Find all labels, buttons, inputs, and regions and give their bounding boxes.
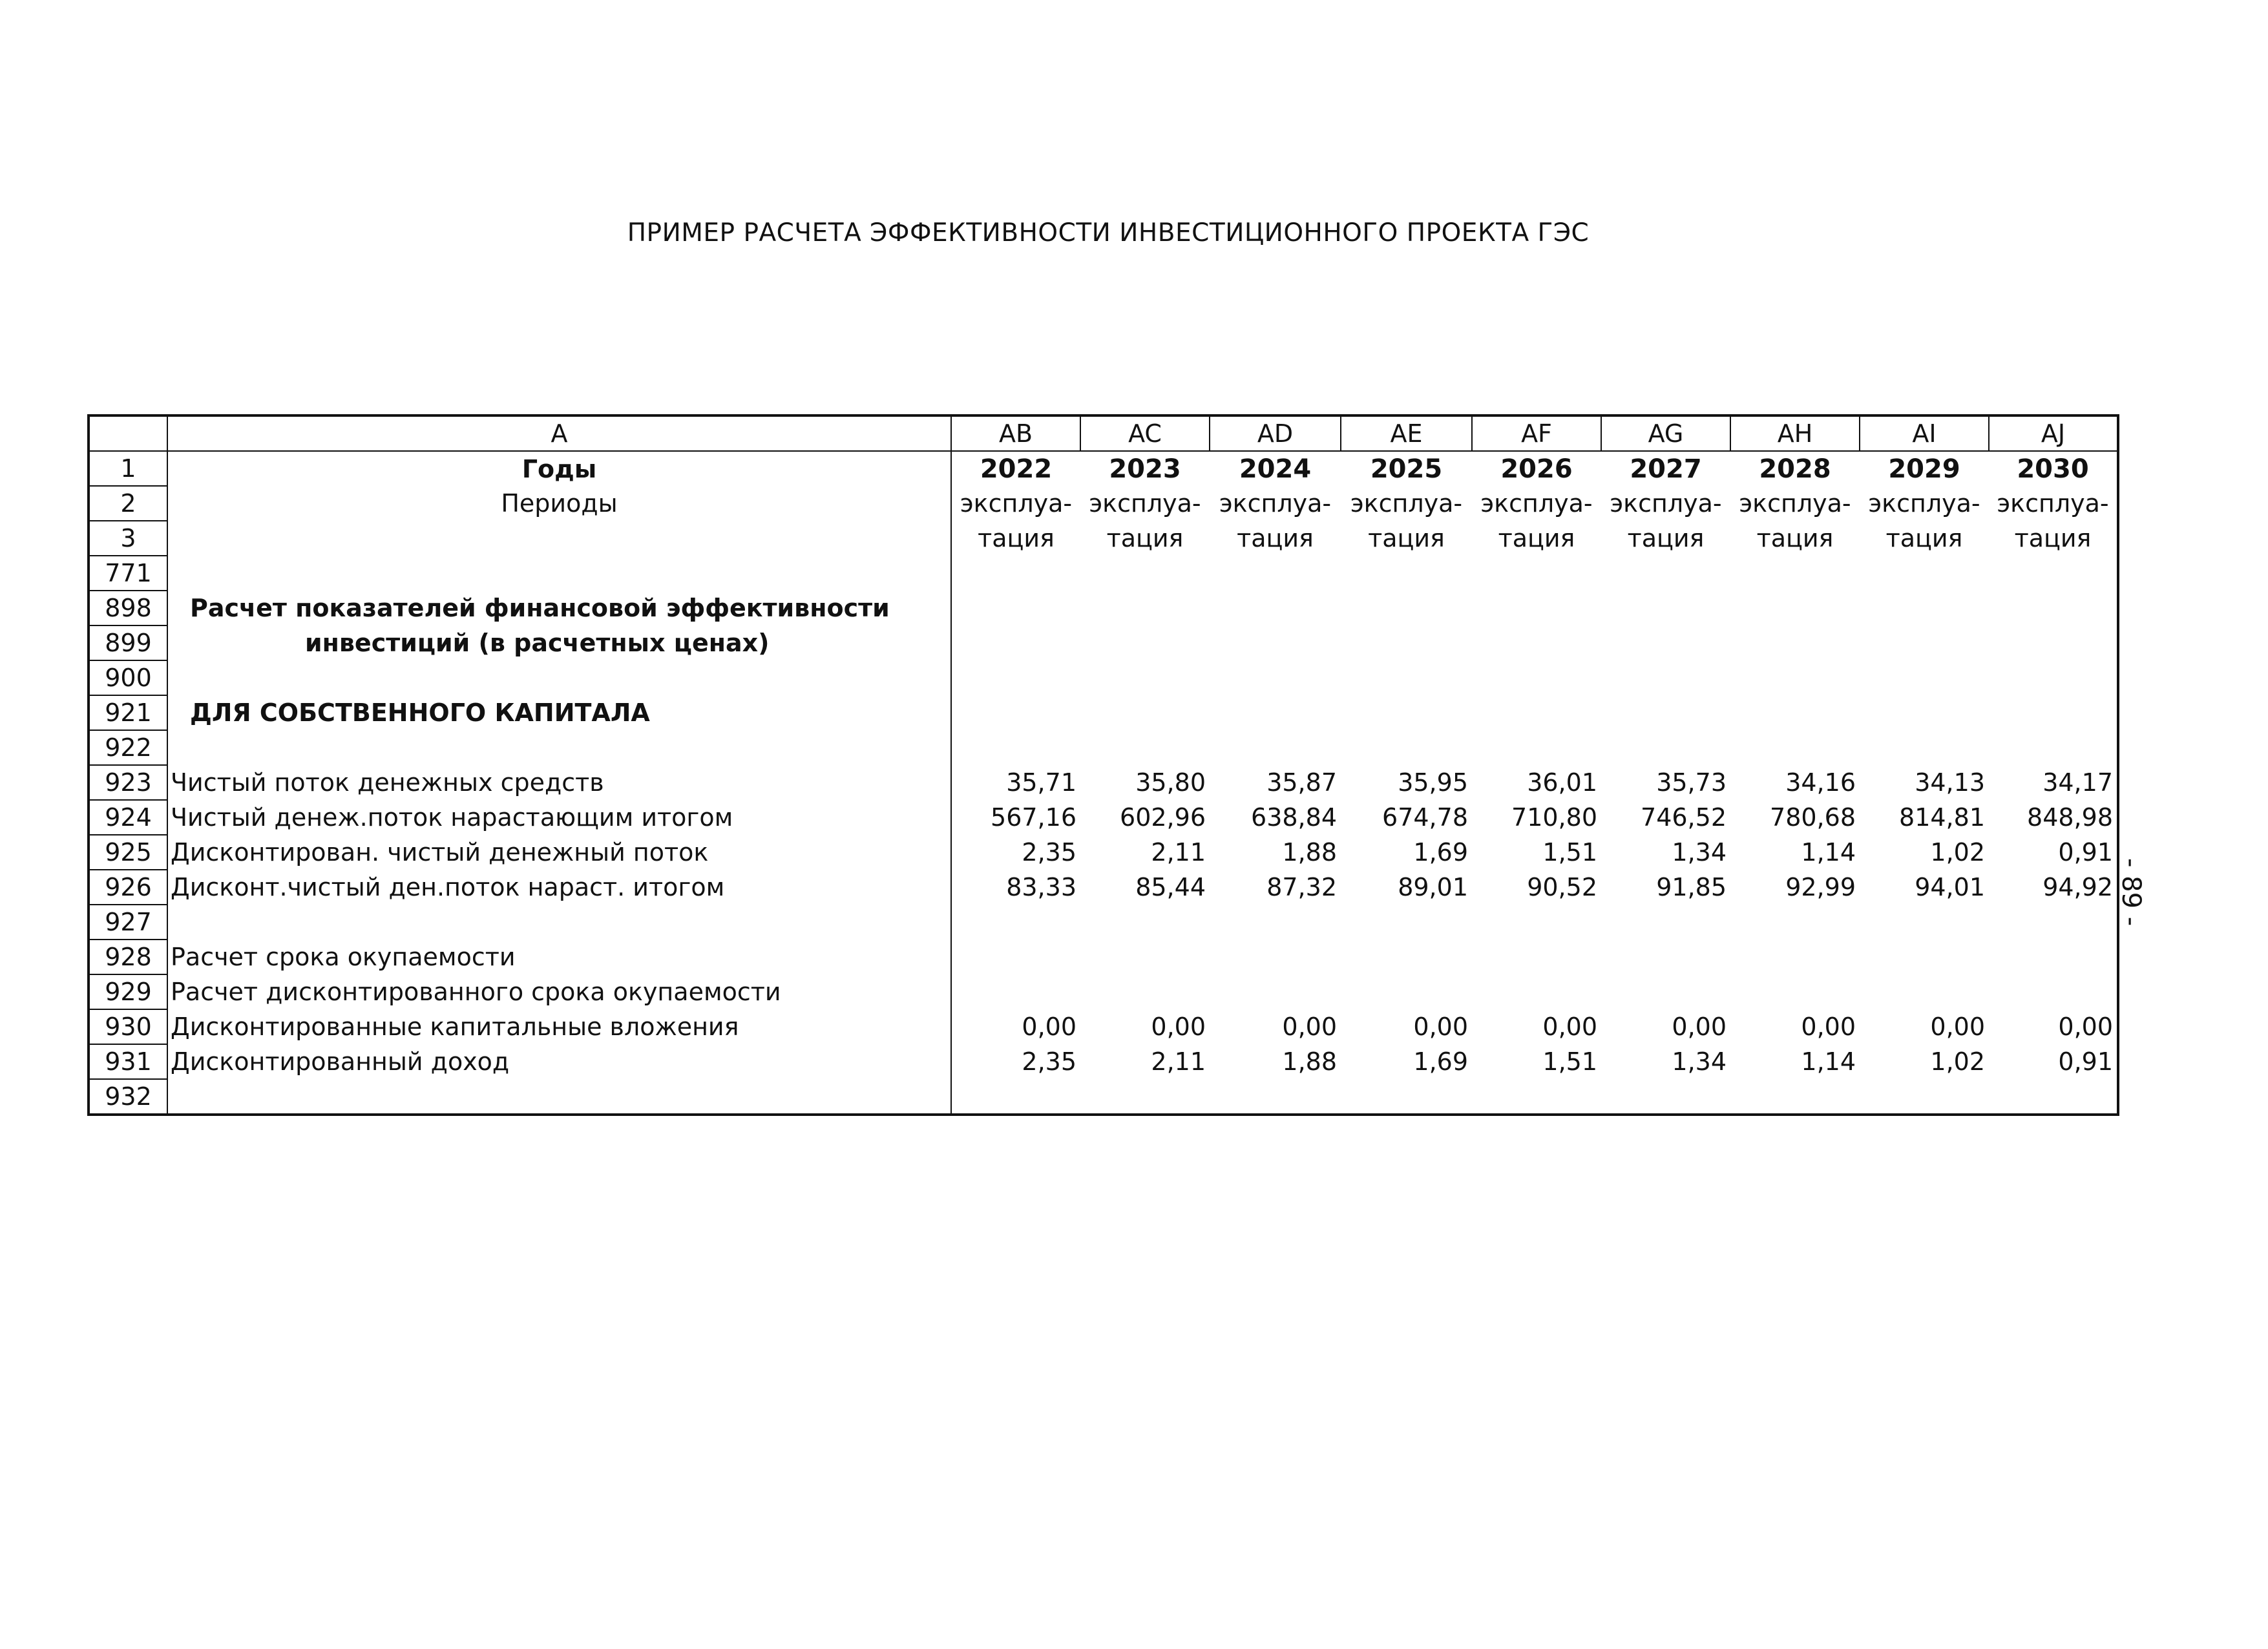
value-cell[interactable]: 674,78: [1382, 803, 1468, 832]
value-cell[interactable]: 2,11: [1151, 838, 1206, 867]
table-row: [89, 556, 2118, 591]
value-cell[interactable]: 1,51: [1542, 838, 1597, 867]
spreadsheet-table: [87, 414, 2119, 1116]
value-cell[interactable]: 83,33: [1006, 873, 1076, 901]
table-row: [89, 905, 2118, 940]
table-row: [89, 1044, 2118, 1079]
cell-a[interactable]: [167, 905, 951, 940]
row-label[interactable]: Дисконтированные капитальные вложения: [167, 1009, 951, 1044]
period-cell[interactable]: эксплуа-: [1350, 489, 1463, 518]
table-row: [89, 591, 2118, 625]
equity-heading[interactable]: ДЛЯ СОБСТВЕННОГО КАПИТАЛА: [167, 695, 951, 730]
row-number[interactable]: 899: [89, 625, 167, 660]
corner-cell[interactable]: [89, 415, 167, 451]
table-row: [89, 451, 2118, 486]
value-cell[interactable]: 0,00: [1282, 1013, 1337, 1041]
table-row: [89, 1079, 2118, 1115]
value-cell[interactable]: 1,14: [1801, 1047, 1856, 1076]
value-cell[interactable]: 0,00: [1151, 1013, 1206, 1041]
payback-label[interactable]: Расчет срока окупаемости: [167, 940, 951, 974]
row-number[interactable]: 925: [89, 835, 167, 870]
empty-cells[interactable]: [951, 730, 2118, 765]
value-cell[interactable]: 0,00: [1022, 1013, 1076, 1041]
period-cell[interactable]: эксплуа-: [1739, 489, 1851, 518]
year-cell[interactable]: 2023: [1109, 454, 1181, 484]
row-number[interactable]: 927: [89, 905, 167, 940]
value-cell[interactable]: 35,73: [1656, 768, 1727, 797]
value-cell[interactable]: 638,84: [1251, 803, 1337, 832]
value-cell[interactable]: 0,00: [1930, 1013, 1985, 1041]
value-cell[interactable]: 92,99: [1785, 873, 1856, 901]
value-cell[interactable]: 90,52: [1527, 873, 1597, 901]
cell-a[interactable]: [167, 521, 951, 556]
year-cell[interactable]: 2028: [1759, 454, 1831, 484]
table-row: [89, 765, 2118, 800]
empty-cells[interactable]: [951, 974, 2118, 1009]
section-title-line2[interactable]: инвестиций (в расчетных ценах): [167, 625, 951, 660]
empty-cells[interactable]: [951, 591, 2118, 625]
value-cell[interactable]: 85,44: [1135, 873, 1206, 901]
cell-a[interactable]: [167, 730, 951, 765]
year-cell[interactable]: 2024: [1239, 454, 1312, 484]
page-number: - 89 -: [2116, 858, 2146, 927]
row-number[interactable]: 921: [89, 695, 167, 730]
value-cell[interactable]: 0,00: [1672, 1013, 1727, 1041]
table-row: [89, 940, 2118, 974]
value-cell[interactable]: 848,98: [2027, 803, 2113, 832]
value-cell[interactable]: 34,17: [2042, 768, 2113, 797]
value-cell[interactable]: 0,00: [1542, 1013, 1597, 1041]
row-number[interactable]: 929: [89, 974, 167, 1009]
cell-a[interactable]: [167, 556, 951, 591]
table-row: [89, 974, 2118, 1009]
table-row: [89, 1009, 2118, 1044]
period-cell[interactable]: тация: [1368, 524, 1445, 552]
value-cell[interactable]: 0,00: [1413, 1013, 1468, 1041]
table-row: [89, 800, 2118, 835]
column-header-ae[interactable]: AE: [1341, 415, 1472, 451]
value-cell[interactable]: 34,13: [1915, 768, 1985, 797]
value-cell[interactable]: 36,01: [1527, 768, 1597, 797]
period-cell[interactable]: эксплуа-: [1997, 489, 2109, 518]
value-cell[interactable]: 0,91: [2058, 1047, 2113, 1076]
table-row: [89, 695, 2118, 730]
value-cell[interactable]: 35,80: [1135, 768, 1206, 797]
column-header-ac[interactable]: AC: [1080, 415, 1210, 451]
row-number[interactable]: 771: [89, 556, 167, 591]
column-header-a[interactable]: A: [167, 415, 951, 451]
years-label[interactable]: Годы: [167, 451, 951, 486]
value-cell[interactable]: 1,51: [1542, 1047, 1597, 1076]
column-header-ab[interactable]: AB: [951, 415, 1080, 451]
row-number[interactable]: 930: [89, 1009, 167, 1044]
period-cell[interactable]: тация: [1237, 524, 1314, 552]
empty-cells[interactable]: [951, 556, 2118, 591]
year-cell[interactable]: 2027: [1630, 454, 1702, 484]
value-cell[interactable]: 1,69: [1413, 1047, 1468, 1076]
value-cell[interactable]: 1,88: [1282, 1047, 1337, 1076]
period-cell[interactable]: тация: [1498, 524, 1575, 552]
row-number[interactable]: 923: [89, 765, 167, 800]
year-cell[interactable]: 2022: [980, 454, 1053, 484]
empty-cells[interactable]: [951, 1079, 2118, 1115]
row-label[interactable]: Дисконтирован. чистый денежный поток: [167, 835, 951, 870]
empty-cells[interactable]: [951, 660, 2118, 695]
empty-cells[interactable]: [951, 695, 2118, 730]
value-cell[interactable]: 710,80: [1511, 803, 1597, 832]
periods-label[interactable]: Периоды: [167, 486, 951, 521]
page-title: ПРИМЕР РАСЧЕТА ЭФФЕКТИВНОСТИ ИНВЕСТИЦИОННОГО ПРОЕКТА ГЭС: [627, 218, 1590, 247]
period-cell[interactable]: тация: [978, 524, 1055, 552]
table-row: [89, 870, 2118, 905]
empty-cells[interactable]: [951, 940, 2118, 974]
table-row: [89, 486, 2118, 521]
period-cell[interactable]: эксплуа-: [1219, 489, 1332, 518]
value-cell[interactable]: 35,95: [1398, 768, 1468, 797]
value-cell[interactable]: 1,34: [1672, 1047, 1727, 1076]
table-row: [89, 625, 2118, 660]
discounted-payback-label[interactable]: Расчет дисконтированного срока окупаемости: [167, 974, 951, 1009]
row-number[interactable]: 3: [89, 521, 167, 556]
row-number[interactable]: 922: [89, 730, 167, 765]
value-cell[interactable]: 746,52: [1641, 803, 1727, 832]
value-cell[interactable]: 780,68: [1770, 803, 1856, 832]
value-cell[interactable]: 1,69: [1413, 838, 1468, 867]
value-cell[interactable]: 0,91: [2058, 838, 2113, 867]
value-cell[interactable]: 814,81: [1899, 803, 1985, 832]
period-cell[interactable]: эксплуа-: [1480, 489, 1593, 518]
empty-cells[interactable]: [951, 625, 2118, 660]
row-number[interactable]: 900: [89, 660, 167, 695]
value-cell[interactable]: 0,00: [2058, 1013, 2113, 1041]
row-number[interactable]: 926: [89, 870, 167, 905]
row-number[interactable]: 1: [89, 451, 167, 486]
period-cell[interactable]: эксплуа-: [1610, 489, 1722, 518]
column-header-aj[interactable]: AJ: [1989, 415, 2118, 451]
empty-cells[interactable]: [951, 905, 2118, 940]
row-number[interactable]: 924: [89, 800, 167, 835]
column-header-ah[interactable]: AH: [1730, 415, 1860, 451]
period-cell[interactable]: эксплуа-: [960, 489, 1073, 518]
column-header-ag[interactable]: AG: [1601, 415, 1730, 451]
value-cell[interactable]: 34,16: [1785, 768, 1856, 797]
table-row: [89, 835, 2118, 870]
value-cell[interactable]: 94,01: [1915, 873, 1985, 901]
year-cell[interactable]: 2030: [2017, 454, 2089, 484]
value-cell[interactable]: 602,96: [1120, 803, 1206, 832]
period-cell[interactable]: эксплуа-: [1089, 489, 1201, 518]
year-cell[interactable]: 2026: [1500, 454, 1573, 484]
value-cell[interactable]: 2,11: [1151, 1047, 1206, 1076]
column-header-ai[interactable]: AI: [1860, 415, 1989, 451]
period-cell[interactable]: тация: [1885, 524, 1963, 552]
period-cell[interactable]: тация: [1627, 524, 1705, 552]
value-cell[interactable]: 567,16: [991, 803, 1076, 832]
row-number[interactable]: 898: [89, 591, 167, 625]
period-cell[interactable]: тация: [2014, 524, 2092, 552]
row-label[interactable]: Чистый поток денежных средств: [167, 765, 951, 800]
table-row: [89, 660, 2118, 695]
column-header-row: [89, 415, 2118, 451]
value-cell[interactable]: 1,34: [1672, 838, 1727, 867]
row-number[interactable]: 2: [89, 486, 167, 521]
value-cell[interactable]: 35,87: [1266, 768, 1337, 797]
value-cell[interactable]: 0,00: [1801, 1013, 1856, 1041]
period-cell[interactable]: тация: [1106, 524, 1184, 552]
value-cell[interactable]: 94,92: [2042, 873, 2113, 901]
cell-a[interactable]: [167, 660, 951, 695]
table-row: [89, 730, 2118, 765]
value-cell[interactable]: 2,35: [1022, 1047, 1076, 1076]
period-cell[interactable]: эксплуа-: [1868, 489, 1980, 518]
row-number[interactable]: 932: [89, 1079, 167, 1115]
year-cell[interactable]: 2029: [1888, 454, 1960, 484]
column-header-ad[interactable]: AD: [1210, 415, 1341, 451]
value-cell[interactable]: 1,14: [1801, 838, 1856, 867]
table-row: [89, 521, 2118, 556]
column-header-af[interactable]: AF: [1472, 415, 1601, 451]
value-cell[interactable]: 2,35: [1022, 838, 1076, 867]
value-cell[interactable]: 1,02: [1930, 1047, 1985, 1076]
row-number[interactable]: 931: [89, 1044, 167, 1079]
row-label[interactable]: Дисконт.чистый ден.поток нараст. итогом: [167, 870, 951, 905]
cell-a[interactable]: [167, 1079, 951, 1115]
period-cell[interactable]: тация: [1756, 524, 1834, 552]
value-cell[interactable]: 35,71: [1006, 768, 1076, 797]
year-cell[interactable]: 2025: [1370, 454, 1443, 484]
value-cell[interactable]: 87,32: [1266, 873, 1337, 901]
value-cell[interactable]: 1,02: [1930, 838, 1985, 867]
row-number[interactable]: 928: [89, 940, 167, 974]
section-title-line1[interactable]: Расчет показателей финансовой эффективности: [167, 591, 951, 625]
value-cell[interactable]: 1,88: [1282, 838, 1337, 867]
row-label[interactable]: Дисконтированный доход: [167, 1044, 951, 1079]
value-cell[interactable]: 91,85: [1656, 873, 1727, 901]
value-cell[interactable]: 89,01: [1398, 873, 1468, 901]
row-label[interactable]: Чистый денеж.поток нарастающим итогом: [167, 800, 951, 835]
